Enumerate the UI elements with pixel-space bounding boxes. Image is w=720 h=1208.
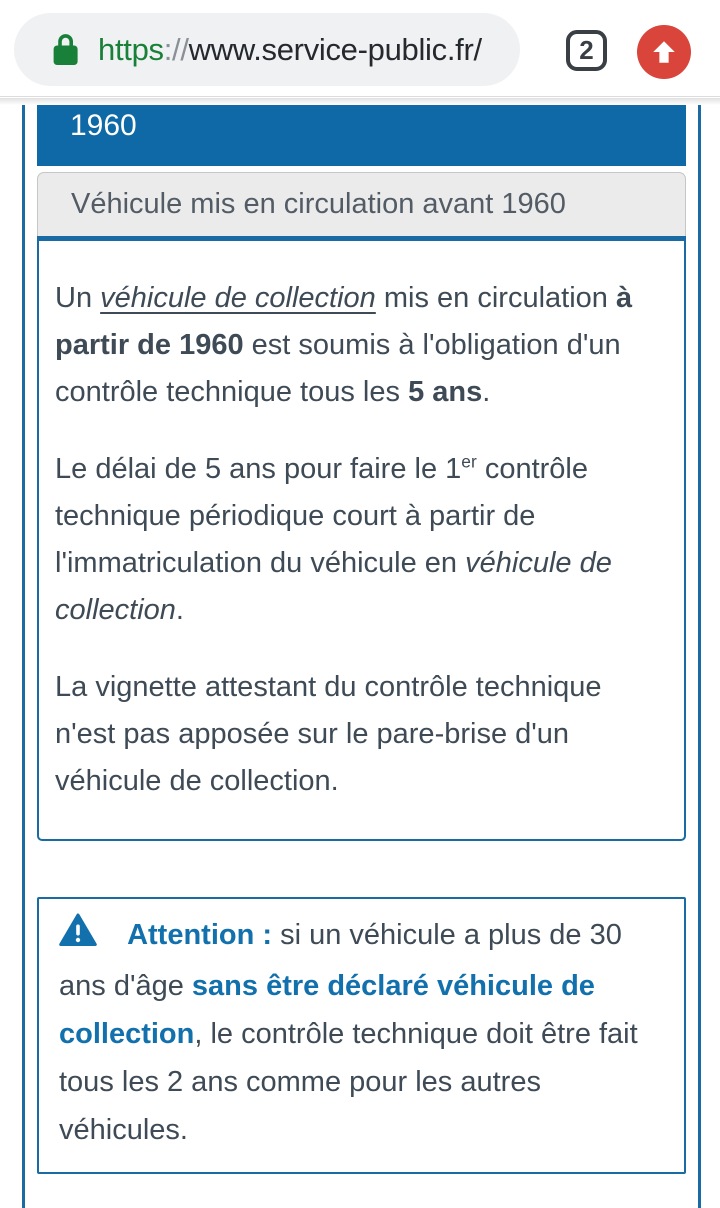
text-segment-boldblue: Attention : [127,919,273,951]
text-segment-sup: er [461,451,477,472]
text-segment-plain: La vignette attestant du contrôle technique n'est pas apposée sur le pare-brise d'un véhicule de collection. [55,671,602,797]
warning-text [59,919,638,1146]
chrome-update-button[interactable] [637,25,691,79]
url-path-tail: / [473,31,482,67]
url-host: www.service-public.fr [188,31,474,67]
tab-inactive-label: Véhicule mis en circulation avant 1960 [71,188,566,220]
text-segment-plain: . [482,376,491,408]
text-segment-italic: véhicule de collection [55,547,612,626]
lock-icon[interactable] [50,31,81,68]
text-segment-bold: 5 ans [408,376,483,408]
text-segment-plain: . [175,594,184,626]
tab-active-a-partir-de-1960[interactable] [37,105,686,166]
paragraph-vignette [55,664,668,805]
text-segment-plain: contrôle technique périodique court à partir de l'immatriculation du véhicule en [55,453,588,579]
tab-active-label: 1960 [70,109,137,142]
text-segment-plain: est soumis à l'obligation d'un contrôle technique tous les [55,329,621,408]
paragraph-obligation [55,275,668,416]
text-segment-plain: Le délai de 5 ans pour faire le 1 [55,453,462,485]
header-shadow [0,98,720,105]
warning-triangle-icon [59,922,105,954]
paragraph-delai [55,446,668,634]
text-segment-plain: Un [55,282,101,314]
text-segment-plain: si un véhicule a plus de 30 ans d'âge [59,919,622,1002]
text-segment-deflink[interactable]: véhicule de collection [100,282,376,314]
warning-box [37,897,686,1174]
text-segment-plain: , le contrôle technique doit être fait tous les 2 ans comme pour les autres véhicules. [59,1018,638,1146]
url-text [98,32,500,68]
text-segment-bold: à partir de 1960 [55,282,633,361]
tab-switcher-button[interactable] [566,30,607,71]
tab-count: 2 [579,35,594,65]
text-segment-plain: mis en circulation [375,282,616,314]
url-separator: :// [163,31,189,67]
update-arrow-icon [649,37,679,67]
tab-group-section [22,105,701,1208]
tab-vehicule-avant-1960[interactable] [37,172,686,236]
address-bar[interactable] [14,13,520,86]
browser-header [0,0,720,97]
text-segment-boldblue: sans être déclaré véhicule de collection [59,970,595,1050]
url-scheme: https [98,31,164,67]
tab-content-panel [37,236,686,841]
